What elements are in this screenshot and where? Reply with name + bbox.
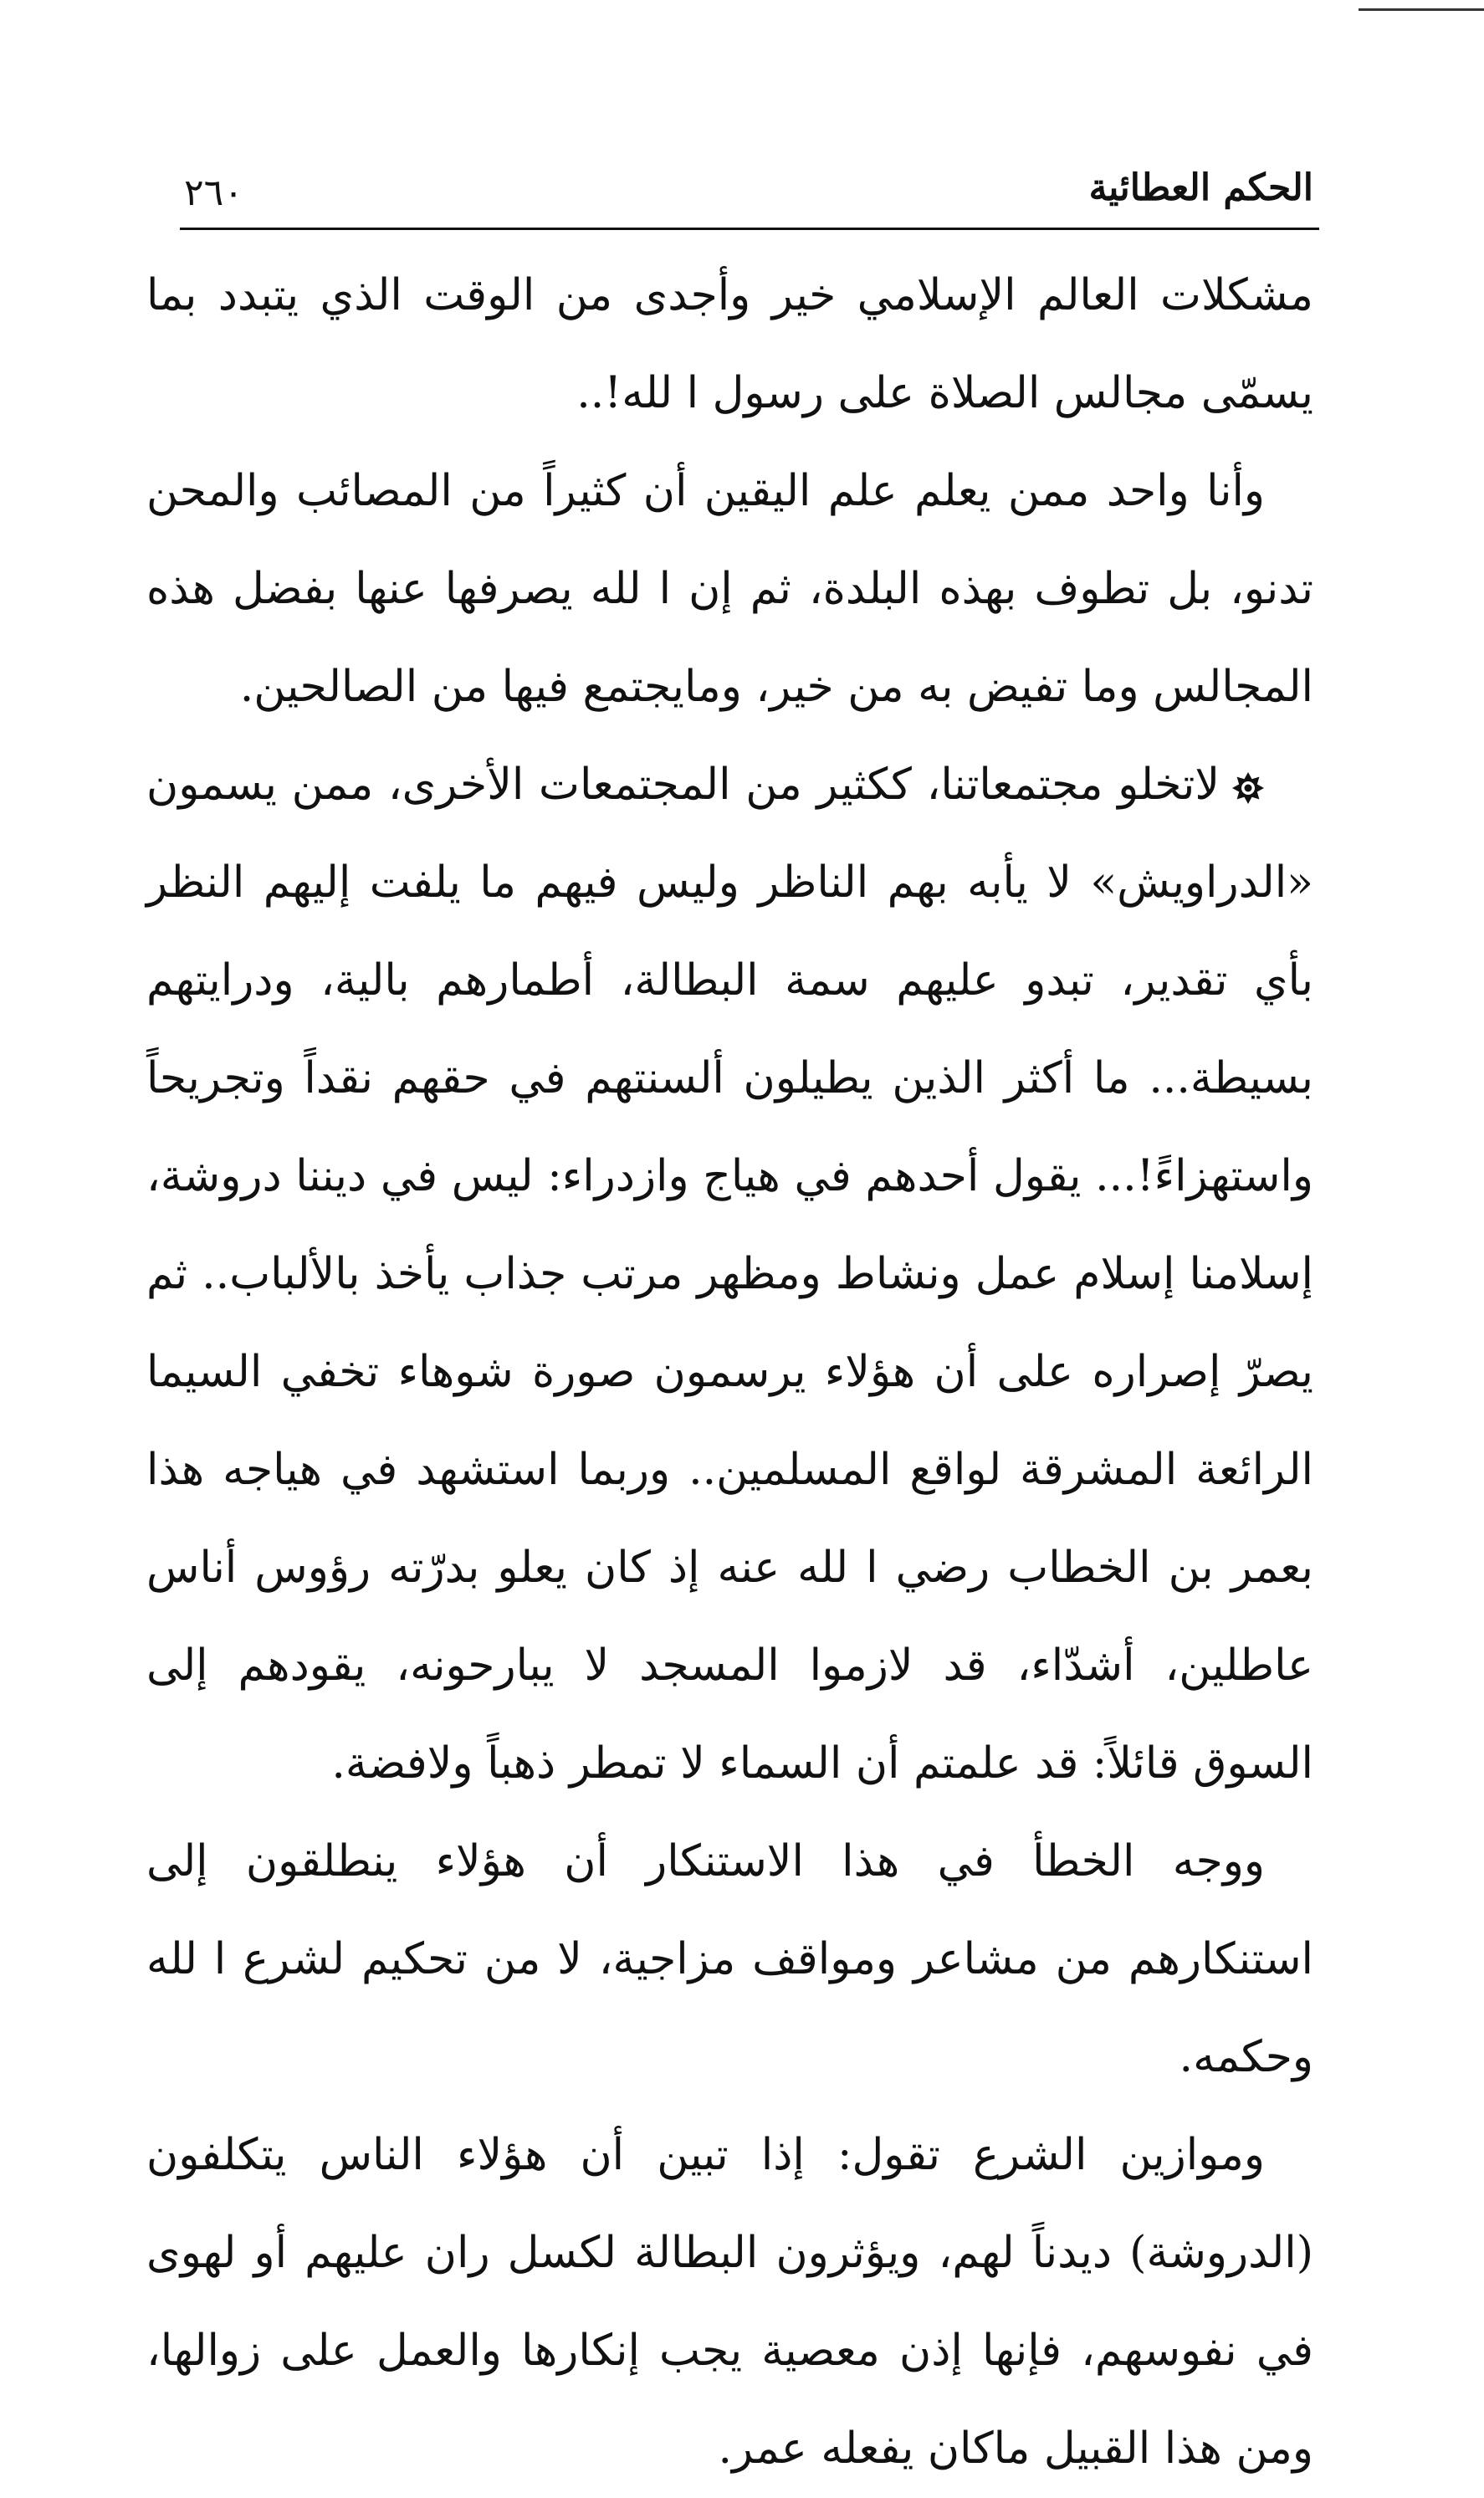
page-header: [184, 163, 1313, 222]
paragraph-5: وموازين الشرع تقول: إذا تبين أن هؤلاء الناس يتكلفون (الدروشة) ديدناً لهم، ويؤثرون البطالة لكسل ران عليهم أو لهوى في نفوسهم، فإنها إذن معصية يجب إنكارها والعمل على زوالها، ومن هذا القبيل ماكان يفعله عمر.: [146, 2130, 1313, 2474]
eight-point-star-icon: [1231, 771, 1265, 805]
header-rule: [180, 228, 1319, 230]
page-number: ٢٦٠: [184, 171, 243, 214]
paragraph-3: [146, 736, 1313, 1813]
page-edge-line: [1359, 8, 1484, 11]
paragraph-4: ووجه الخطأ في هذا الاستنكار أن هؤلاء ينطلقون إلى استنكارهم من مشاعر ومواقف مزاجية، لا من تحكيم لشرع ا لله وحكمه.: [146, 1836, 1313, 2082]
body-text: [146, 247, 1313, 2498]
paragraph-1: مشكلات العالم الإسلامي خير وأجدى من الوقت الذي يتبدد بما يسمّى مجالس الصلاة على رسول ا لله!..: [146, 270, 1313, 418]
paragraph-2: وأنا واحد ممن يعلم علم اليقين أن كثيراً من المصائب والمحن تدنو، بل تطوف بهذه البلدة، ثم إن ا لله يصرفها عنها بفضل هذه المجالس وما تفيض به من خير، ومايجتمع فيها من الصالحين.: [146, 466, 1313, 712]
paragraph-3-text: لاتخلو مجتمعاتنا، ككثير من المجتمعات الأخرى، ممن يسمون «الدراويش» لا يأبه بهم الناظر وليس فيهم ما يلفت إليهم النظر بأي تقدير، تبدو عليهم سمة البطالة، أطمارهم بالية، ودرايتهم بسيطة... ما أكثر الذين يطيلون ألسنتهم في حقهم نقداً وتجريحاً واستهزاءً!... يقول أحدهم في هياج وازدراء: ليس في ديننا دروشة، إسلامنا إسلام عمل ونشاط ومظهر مرتب جذاب يأخذ بالألباب.. ثم يصرّ إصراره على أن هؤلاء يرسمون صورة شوهاء تخفي السيما الرائعة المشرقة لواقع المسلمين.. وربما استشهد في هياجه هذا بعمر بن الخطاب رضي ا لله عنه إذ كان يعلو بدرّته رؤوس أناس عاطلين، أشدّاء، قد لازموا المسجد لا يبارحونه، يقودهم إلى السوق قائلاً: قد علمتم أن السماء لا تمطر ذهباً ولافضة.: [146, 760, 1313, 1789]
running-title: الحكم العطائية: [1088, 166, 1313, 209]
